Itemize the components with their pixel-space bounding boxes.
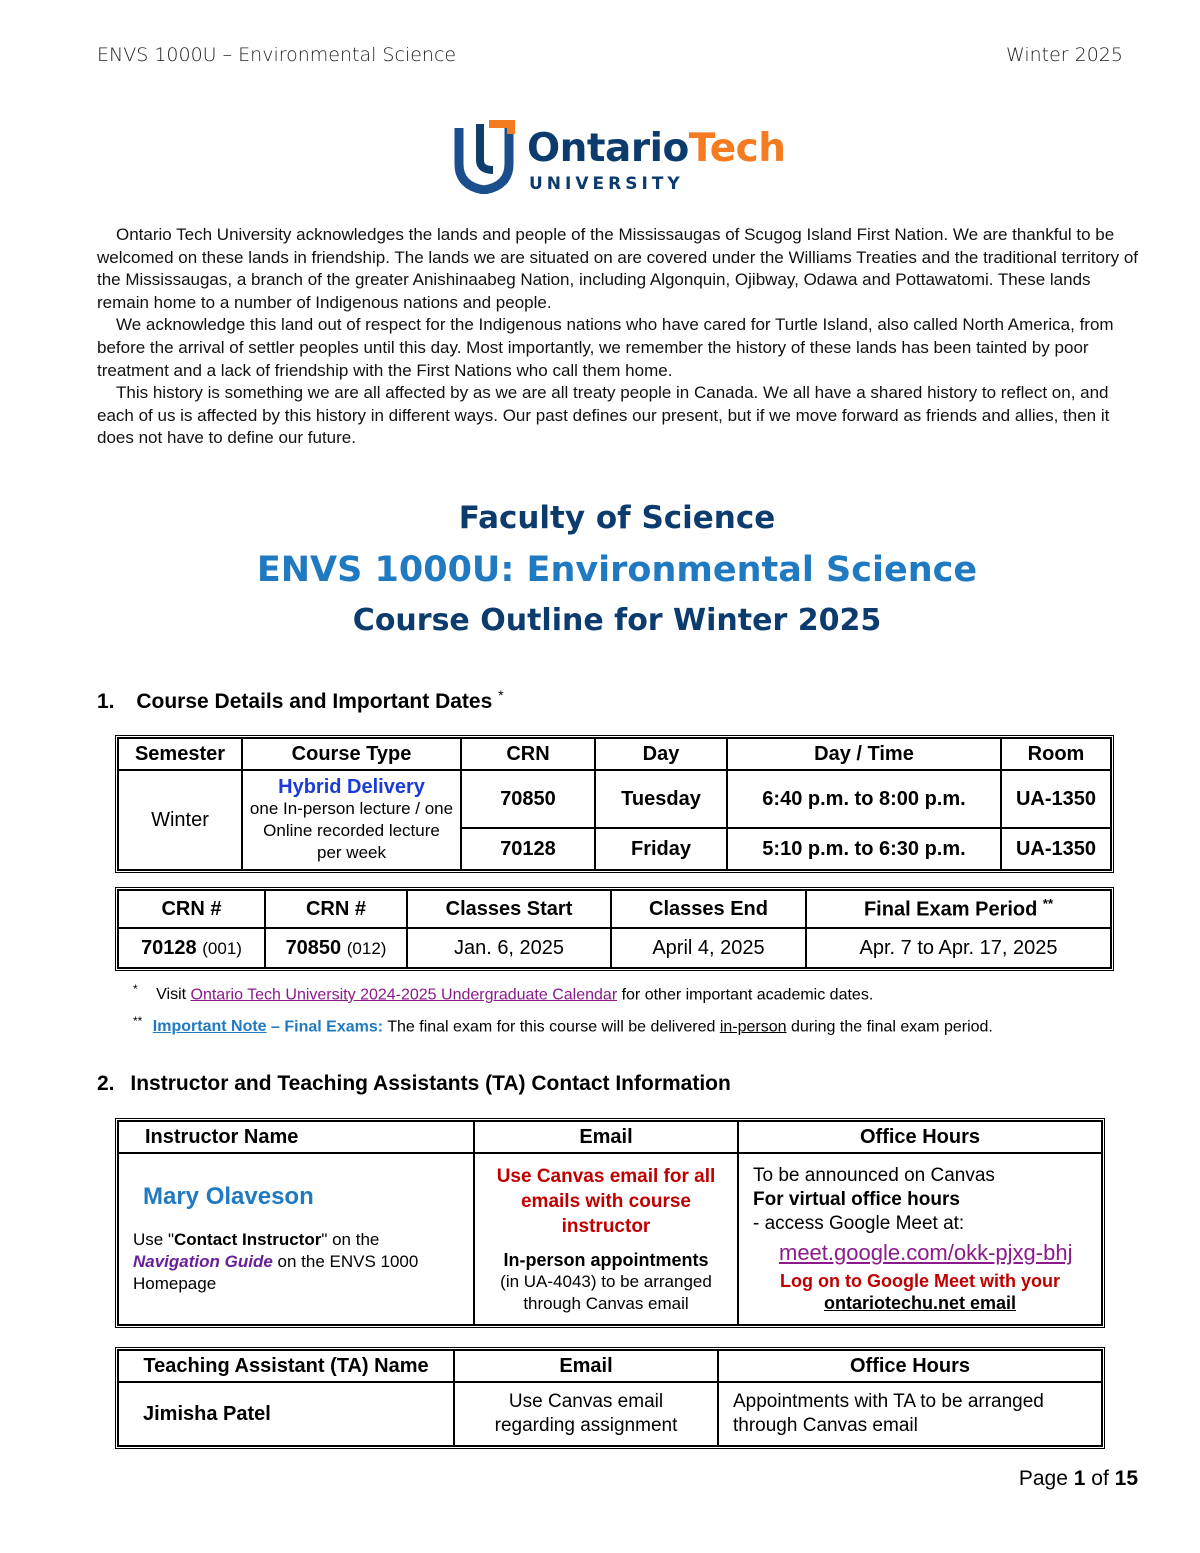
col-classes-end: Classes End	[611, 890, 806, 928]
final-exam-note	[133, 1014, 993, 1036]
logo-word-tech: Tech	[688, 126, 786, 171]
note-2-dash: – Final Exams:	[266, 1018, 384, 1036]
col-email: Email	[474, 1121, 738, 1153]
crn-cell: 70850	[461, 770, 595, 828]
table-header-row	[118, 1350, 1102, 1382]
instructor-hours-cell	[738, 1153, 1102, 1325]
course-type-cell	[242, 770, 461, 870]
instructor-email-cell	[474, 1153, 738, 1325]
final-exam-cell: Apr. 7 to Apr. 17, 2025	[806, 928, 1111, 968]
land-acknowledgement	[97, 224, 1142, 450]
course-type-desc: one In-person lecture / one Online recorded lecture per week	[249, 799, 454, 862]
section-1-number: 1.	[97, 690, 115, 713]
faculty-title: Faculty of Science	[458, 500, 776, 536]
col-course-type: Course Type	[242, 738, 461, 770]
ta-name-cell: Jimisha Patel	[118, 1382, 454, 1446]
contact-mid: " on the	[321, 1230, 380, 1249]
crn-1-section: (001)	[202, 938, 242, 958]
col-instructor-name: Instructor Name	[118, 1121, 474, 1153]
col-crn: CRN	[461, 738, 595, 770]
col-classes-start: Classes Start	[407, 890, 611, 928]
final-exam-mark: **	[1042, 896, 1054, 912]
logo-word-ontario: Ontario	[527, 126, 689, 171]
ontario-tech-logo	[453, 118, 793, 198]
instructor-table	[117, 1120, 1103, 1326]
page-total: 15	[1114, 1467, 1138, 1490]
ta-hours-cell: Appointments with TA to be arranged through Canvas email	[718, 1382, 1102, 1446]
table-header-row	[118, 1121, 1102, 1153]
ack-paragraph-3: This history is something we are all affected by as we are all treaty people in Canada. We all have a shared history to reflect on, and each of us is affected by this history in different ways. Our past defines our present, but if we move forward as friends and allies, then it does not have to define our future.	[97, 383, 1110, 448]
page-of: of	[1085, 1467, 1115, 1490]
note-2-mark: **	[133, 1014, 143, 1028]
table-header-row	[118, 738, 1111, 770]
section-2-number: 2.	[97, 1072, 115, 1095]
section-2-title: Instructor and Teaching Assistants (TA) Contact Information	[130, 1072, 731, 1095]
google-meet-link[interactable]: meet.google.com/okk-pjxg-bhj	[779, 1240, 1073, 1265]
col-ta-office-hours: Office Hours	[718, 1350, 1102, 1382]
course-title: ENVS 1000U: Environmental Science	[256, 550, 978, 590]
hours-line-1: To be announced on Canvas	[753, 1165, 995, 1186]
time-cell: 6:40 p.m. to 8:00 p.m.	[727, 770, 1001, 828]
crn-1-cell	[118, 928, 265, 968]
calendar-link[interactable]: Ontario Tech University 2024-2025 Undergraduate Calendar	[190, 986, 618, 1004]
contact-instructor-label: Contact Instructor	[174, 1230, 322, 1249]
section-1-asterisk: *	[498, 687, 504, 703]
table-row	[118, 928, 1111, 968]
classes-end-cell: April 4, 2025	[611, 928, 806, 968]
canvas-email-instruction: Use Canvas email for all emails with course instructor	[496, 1165, 716, 1237]
outline-title: Course Outline for Winter 2025	[352, 603, 882, 638]
crn-2-value: 70850	[285, 936, 342, 959]
header-term: Winter 2025	[1005, 44, 1123, 66]
table-row	[118, 1382, 1102, 1446]
important-note-link[interactable]: Important Note	[152, 1018, 267, 1036]
room-cell: UA-1350	[1001, 770, 1111, 828]
col-ta-email: Email	[454, 1350, 718, 1382]
crn-cell: 70128	[461, 828, 595, 870]
contact-post: on the ENVS 1000 Homepage	[133, 1252, 419, 1293]
dates-table	[117, 889, 1112, 969]
shield-logo-icon	[453, 120, 515, 194]
table-row	[118, 770, 1111, 828]
page-number	[1019, 1467, 1138, 1491]
logo-university: UNIVERSITY	[529, 174, 684, 194]
meet-login-note: Log on to Google Meet with your	[780, 1271, 1060, 1291]
course-type-title: Hybrid Delivery	[278, 776, 425, 798]
appointments-title: In-person appointments	[503, 1249, 709, 1270]
col-semester: Semester	[118, 738, 242, 770]
ta-table	[117, 1349, 1103, 1447]
navigation-guide-label: Navigation Guide	[133, 1252, 273, 1271]
col-ta-name: Teaching Assistant (TA) Name	[118, 1350, 454, 1382]
col-office-hours: Office Hours	[738, 1121, 1102, 1153]
ack-paragraph-2: We acknowledge this land out of respect for the Indigenous nations who have cared for Turtle Island, also called North America, from before the arrival of settler peoples until this day. Most importantly, we remember the history of these lands has been tainted by poor treatment and a lack of friendship with the First Nations who call them home.	[97, 315, 1114, 380]
calendar-note	[133, 982, 873, 1004]
table-row	[118, 1153, 1102, 1325]
course-details-table	[117, 737, 1112, 871]
note-2-post: during the final exam period.	[786, 1018, 993, 1036]
col-crn-1: CRN #	[118, 890, 265, 928]
ack-paragraph-1: Ontario Tech University acknowledges the lands and people of the Mississaugas of Scugog Island First Nation. We are thankful to be welcomed on these lands in friendship. The lands we are situated on are covered under the Williams Treaties and the traditional territory of the Mississaugas, a branch of the greater Anishinaabeg Nation, including Algonquin, Ojibway, Odawa and Pottawatomi. These lands remain home to a number of Indigenous nations and people.	[97, 225, 1139, 312]
col-crn-2: CRN #	[265, 890, 407, 928]
section-2-heading	[97, 1072, 731, 1096]
crn-2-section: (012)	[346, 938, 387, 958]
room-cell: UA-1350	[1001, 828, 1111, 870]
hours-line-3: - access Google Meet at:	[753, 1213, 965, 1234]
section-1-title: Course Details and Important Dates	[136, 690, 493, 713]
day-cell: Friday	[595, 828, 727, 870]
appointments-text: (in UA-4043) to be arranged through Canvas email	[500, 1271, 712, 1313]
contact-pre: Use "	[133, 1230, 174, 1249]
note-1-post: for other important academic dates.	[617, 986, 874, 1004]
hours-line-2: For virtual office hours	[753, 1189, 960, 1210]
classes-start-cell: Jan. 6, 2025	[407, 928, 611, 968]
day-cell: Tuesday	[595, 770, 727, 828]
page-label: Page	[1018, 1467, 1074, 1490]
contact-instructions	[133, 1229, 461, 1295]
time-cell: 5:10 p.m. to 6:30 p.m.	[727, 828, 1001, 870]
instructor-name: Mary Olaveson	[143, 1183, 314, 1210]
final-exam-label: Final Exam Period	[863, 898, 1038, 921]
crn-2-cell	[265, 928, 407, 968]
note-2-text: The final exam for this course will be delivered	[383, 1018, 720, 1036]
meet-login-email: ontariotechu.net email	[823, 1293, 1017, 1313]
page-current: 1	[1073, 1467, 1086, 1490]
header-course: ENVS 1000U – Environmental Science	[97, 44, 457, 66]
col-day-time: Day / Time	[727, 738, 1001, 770]
ta-email-cell: Use Canvas email regarding assignment	[454, 1382, 718, 1446]
crn-1-value: 70128	[141, 936, 197, 959]
note-2-emph: in-person	[719, 1018, 787, 1036]
semester-cell: Winter	[118, 770, 242, 870]
section-1-heading	[97, 687, 504, 714]
table-header-row	[118, 890, 1111, 928]
col-final-exam	[806, 890, 1111, 928]
note-1-mark: *	[133, 982, 138, 996]
col-day: Day	[595, 738, 727, 770]
note-1-pre: Visit	[156, 986, 191, 1004]
instructor-cell	[118, 1153, 474, 1325]
col-room: Room	[1001, 738, 1111, 770]
